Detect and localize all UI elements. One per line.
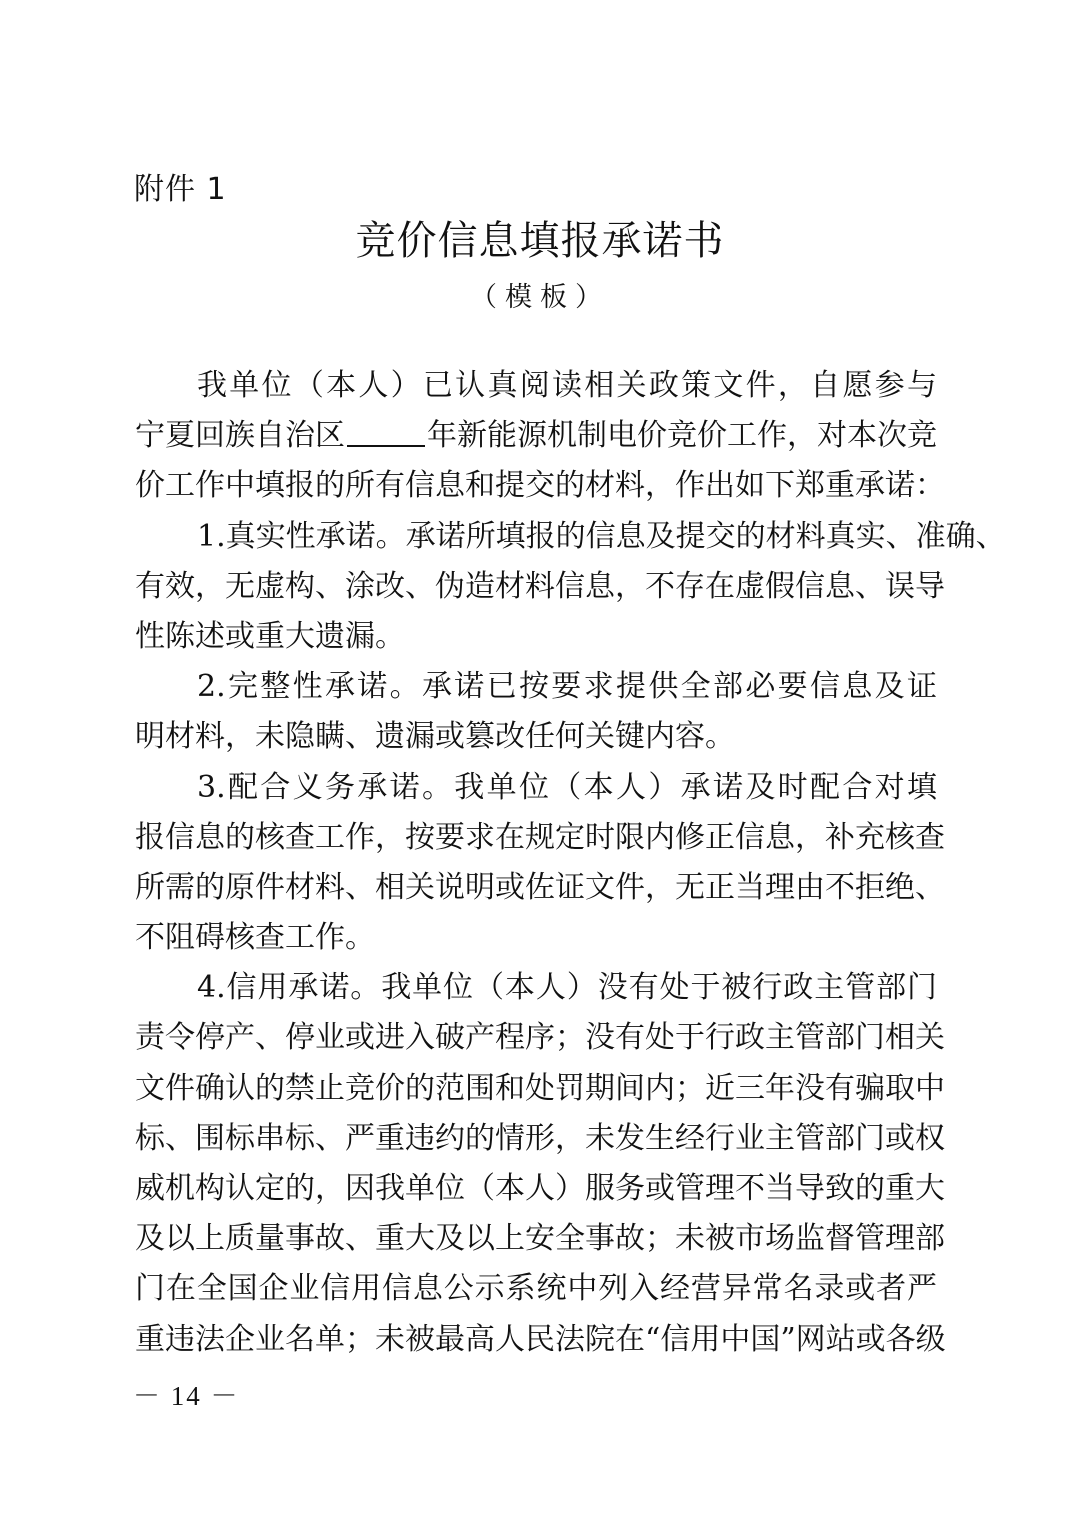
text-line: 有效，无虚构、涂改、伪造材料信息，不存在虚假信息、误导	[135, 568, 945, 604]
text-line: 标、围标串标、严重违约的情形，未发生经行业主管部门或权	[135, 1120, 945, 1156]
commitment-item-cooperation	[135, 763, 945, 964]
page-number: － 14 －	[133, 1381, 240, 1411]
commitment-item-credit	[135, 963, 946, 1365]
text-line: 2.完整性承诺。承诺已按要求提供全部必要信息及证	[197, 669, 937, 705]
commitment-item-authenticity	[135, 512, 1006, 663]
text-line: 3.配合义务承诺。我单位（本人）承诺及时配合对填	[197, 769, 937, 805]
text-line: 所需的原件材料、相关说明或佐证文件，无正当理由不拒绝、	[135, 869, 945, 905]
intro-paragraph	[135, 361, 945, 512]
year-blank-field	[347, 415, 425, 447]
text-line: 责令停产、停业或进入破产程序；没有处于行政主管部门相关	[135, 1020, 945, 1056]
text-line: 文件确认的禁止竞价的范围和处罚期间内；近三年没有骗取中	[135, 1070, 945, 1106]
text-line: 我单位（本人）已认真阅读相关政策文件，自愿参与	[197, 368, 937, 403]
commitment-item-completeness	[135, 662, 937, 762]
text-line: 4.信用承诺。我单位（本人）没有处于被行政主管部门	[197, 970, 937, 1006]
page-title: 竞价信息填报承诺书	[355, 218, 725, 264]
text-line	[135, 411, 937, 461]
text-line: 价工作中填报的所有信息和提交的材料，作出如下郑重承诺：	[135, 468, 945, 504]
page-subtitle: （模板）	[470, 282, 610, 313]
text-line: 威机构认定的，因我单位（本人）服务或管理不当导致的重大	[135, 1171, 945, 1206]
text-line: 重违法企业名单；未被最高人民法院在“信用中国”网站或各级	[135, 1321, 946, 1357]
text-line: 性陈述或重大遗漏。	[135, 618, 405, 654]
text-line: 1.真实性承诺。承诺所填报的信息及提交的材料真实、准确、	[197, 518, 1006, 554]
text-fragment: 年新能源机制电价竞价工作，对本次竞	[427, 418, 937, 454]
text-fragment: 宁夏回族自治区	[135, 418, 345, 454]
text-line: 门在全国企业信用信息公示系统中列入经营异常名录或者严	[135, 1271, 937, 1307]
attachment-label: 附件 1	[134, 172, 227, 207]
text-line: 报信息的核查工作，按要求在规定时限内修正信息，补充核查	[135, 819, 945, 855]
commitment-body	[135, 361, 1006, 1365]
text-line: 明材料，未隐瞒、遗漏或篡改任何关键内容。	[135, 719, 735, 755]
text-line: 及以上质量事故、重大及以上安全事故；未被市场监督管理部	[135, 1221, 945, 1257]
text-line: 不阻碍核查工作。	[135, 920, 375, 956]
